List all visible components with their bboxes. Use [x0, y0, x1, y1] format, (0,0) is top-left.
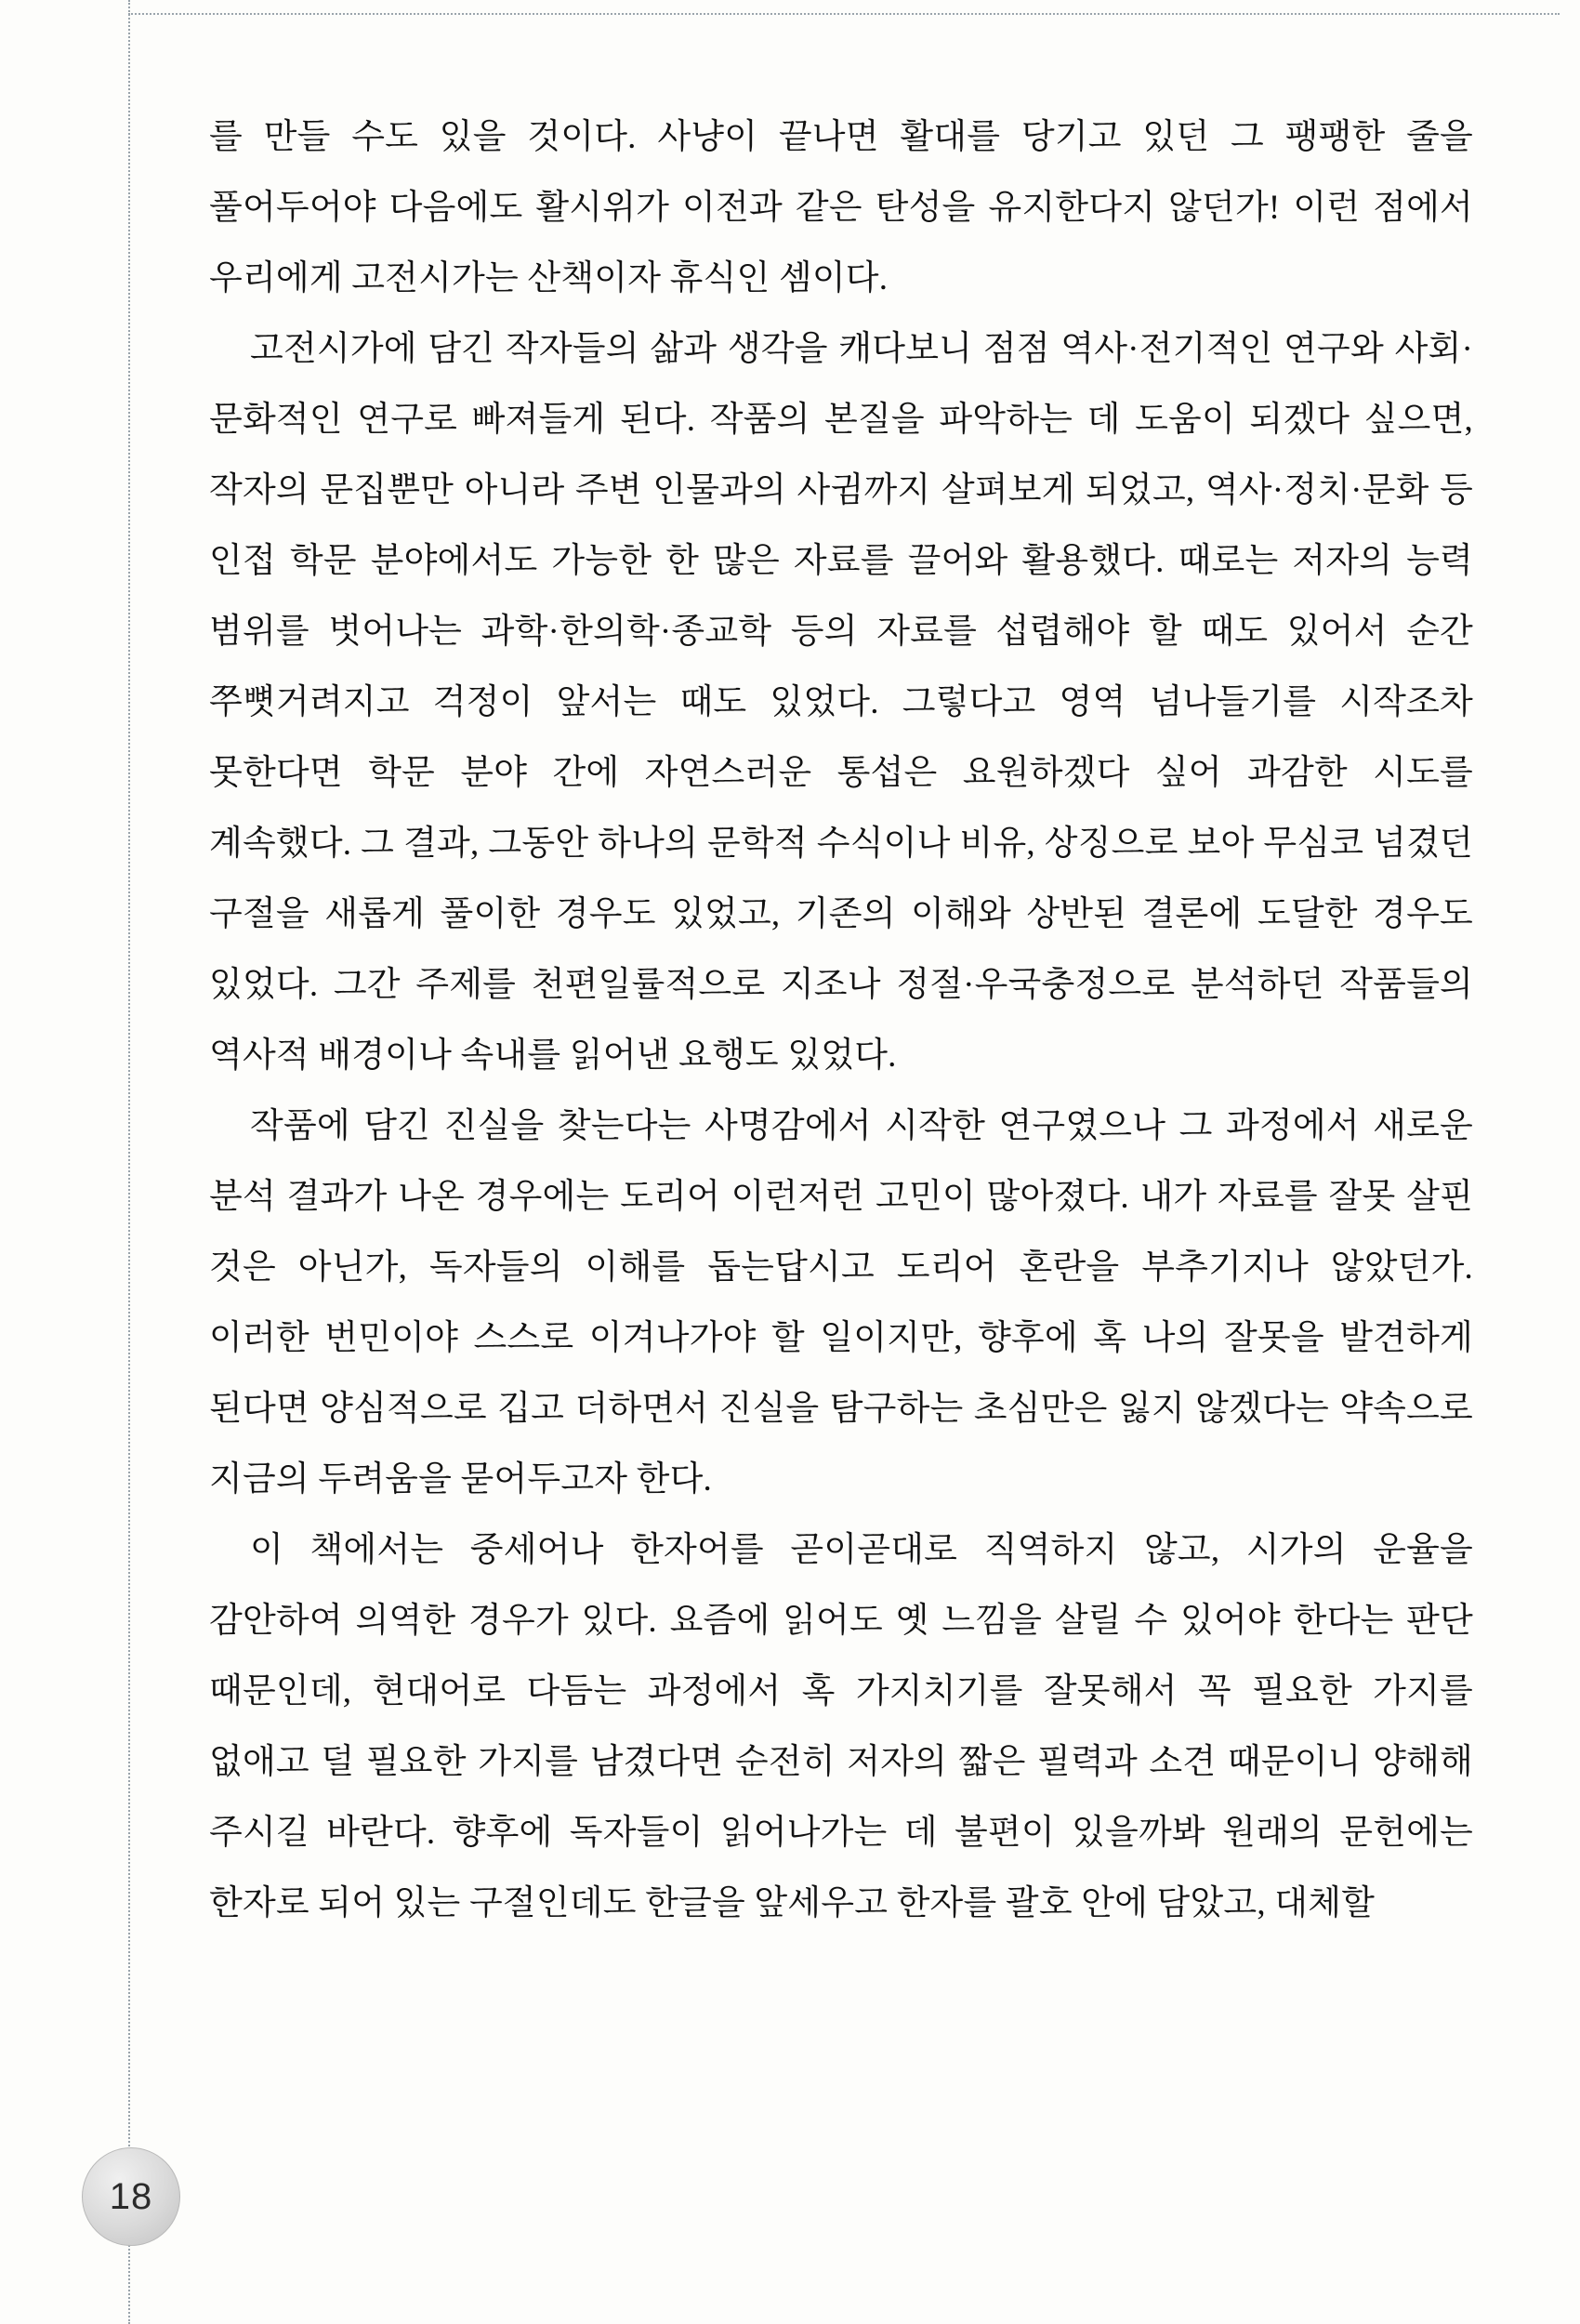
- page-number: 18: [109, 2175, 153, 2217]
- page-number-badge: [82, 2147, 180, 2246]
- left-margin-dotted-rule: [128, 0, 130, 2324]
- paragraph: 고전시가에 담긴 작자들의 삶과 생각을 캐다보니 점점 역사·전기적인 연구와 사회·문화적인 연구로 빠져들게 된다. 작품의 본질을 파악하는 데 도움이 되겠다 싶으면, 작자의 문집뿐만 아니라 주변 인물과의 사귐까지 살펴보게 되었고, 역사·정치·문화 등 인접 학문 분야에서도 가능한 한 많은 자료를 끌어와 활용했다. 때로는 저자의 능력 범위를 벗어나는 과학·한의학·종교학 등의 자료를 섭렵해야 할 때도 있어서 순간 쭈뼛거려지고 걱정이 앞서는 때도 있었다. 그렇다고 영역 넘나들기를 시작조차 못한다면 학문 분야 간에 자연스러운 통섭은 요원하겠다 싶어 과감한 시도를 계속했다. 그 결과, 그동안 하나의 문학적 수식이나 비유, 상징으로 보아 무심코 넘겼던 구절을 새롭게 풀이한 경우도 있었고, 기존의 이해와 상반된 결론에 도달한 경우도 있었다. 그간 주제를 천편일률적으로 지조나 정절·우국충정으로 분석하던 작품들의 역사적 배경이나 속내를 읽어낸 요행도 있었다.: [209, 330, 1473, 1075]
- body-text: [209, 102, 1473, 1939]
- paragraph: 를 만들 수도 있을 것이다. 사냥이 끝나면 활대를 당기고 있던 그 팽팽한 줄을 풀어두어야 다음에도 활시위가 이전과 같은 탄성을 유지한다지 않던가! 이런 점에서 우리에게 고전시가는 산책이자 휴식인 셈이다.: [209, 118, 1473, 297]
- paragraph: 이 책에서는 중세어나 한자어를 곧이곧대로 직역하지 않고, 시가의 운율을 감안하여 의역한 경우가 있다. 요즘에 읽어도 옛 느낌을 살릴 수 있어야 한다는 판단 때문인데, 현대어로 다듬는 과정에서 혹 가지치기를 잘못해서 꼭 필요한 가지를 없애고 덜 필요한 가지를 남겼다면 순전히 저자의 짧은 필력과 소견 때문이니 양해해 주시길 바란다. 향후에 독자들이 읽어나가는 데 불편이 있을까봐 원래의 문헌에는 한자로 되어 있는 구절인데도 한글을 앞세우고 한자를 괄호 안에 담았고, 대체할: [209, 1531, 1473, 1922]
- paragraph: 작품에 담긴 진실을 찾는다는 사명감에서 시작한 연구였으나 그 과정에서 새로운 분석 결과가 나온 경우에는 도리어 이런저런 고민이 많아졌다. 내가 자료를 잘못 살핀 것은 아닌가, 독자들의 이해를 돕는답시고 도리어 혼란을 부추기지나 않았던가. 이러한 번민이야 스스로 이겨나가야 할 일이지만, 향후에 혹 나의 잘못을 발견하게 된다면 양심적으로 깁고 더하면서 진실을 탐구하는 초심만은 잃지 않겠다는 약속으로 지금의 두려움을 묻어두고자 한다.: [209, 1107, 1473, 1499]
- top-dotted-rule: [128, 13, 1560, 15]
